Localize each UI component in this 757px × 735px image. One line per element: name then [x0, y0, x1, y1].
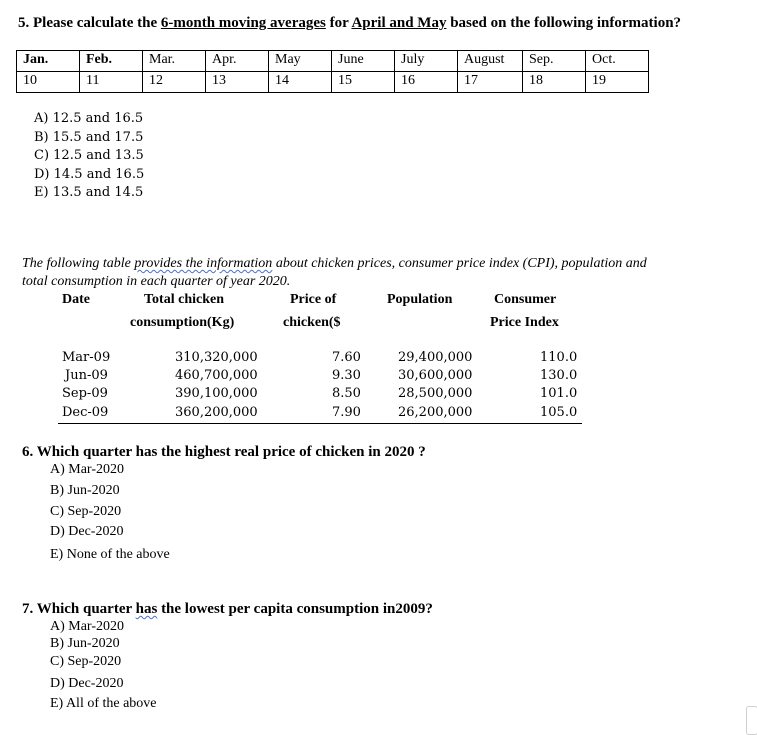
col-cpi-header-2: Price Index: [490, 315, 559, 330]
month-cell: Apr.: [206, 51, 269, 72]
row-price: 9.30: [332, 368, 361, 383]
intro-line-1: The following table provides the information about chicken prices, consumer price index (CPI), population and: [22, 256, 647, 271]
scrollbar-thumb[interactable]: [746, 706, 757, 735]
row-population: 28,500,000: [398, 386, 473, 401]
q6-option-a[interactable]: A) Mar-2020: [50, 462, 124, 477]
q5-options: [34, 110, 144, 203]
col-consumption-header-1: Total chicken: [144, 292, 224, 307]
month-table: [16, 50, 649, 93]
row-cpi: 101.0: [540, 386, 578, 401]
value-cell: 15: [332, 72, 395, 93]
row-cpi: 110.0: [540, 350, 578, 365]
q6-title: 6. Which quarter has the highest real price of chicken in 2020 ?: [22, 444, 426, 460]
q6-option-b[interactable]: B) Jun-2020: [50, 483, 120, 498]
q5-title: 5. Please calculate the 6-month moving averages for April and May based on the following information?: [18, 15, 682, 31]
row-population: 26,200,000: [398, 405, 473, 420]
row-consumption: 310,320,000: [175, 350, 258, 365]
row-date: Mar-09: [62, 350, 111, 365]
row-price: 7.90: [332, 405, 361, 420]
q7-spellcheck-word: has: [135, 601, 158, 617]
q5-option-e[interactable]: E) 13.5 and 14.5: [34, 185, 144, 200]
intro-line-2: total consumption in each quarter of year 2020.: [22, 274, 291, 289]
month-cell: June: [332, 51, 395, 72]
month-cell: May: [269, 51, 332, 72]
table-bottom-rule: [58, 423, 582, 424]
q7-option-d[interactable]: D) Dec-2020: [50, 676, 124, 691]
value-cell: 11: [80, 72, 143, 93]
q5-option-a[interactable]: A) 12.5 and 16.5: [34, 111, 144, 126]
row-consumption: 390,100,000: [175, 386, 258, 401]
value-cell: 17: [458, 72, 523, 93]
q7-option-b[interactable]: B) Jun-2020: [50, 636, 120, 651]
value-row: [17, 72, 649, 93]
q5-option-c[interactable]: C) 12.5 and 13.5: [34, 148, 144, 163]
value-cell: 12: [143, 72, 206, 93]
row-date: Jun-09: [65, 368, 108, 383]
col-price-header-2: chicken($: [283, 315, 341, 330]
q7-option-c[interactable]: C) Sep-2020: [50, 654, 122, 669]
value-cell: 19: [586, 72, 649, 93]
row-price: 8.50: [332, 386, 361, 401]
month-cell: July: [395, 51, 458, 72]
col-price-header-1: Price of: [290, 292, 337, 307]
value-cell: 16: [395, 72, 458, 93]
col-consumption-header-2: consumption(Kg): [130, 315, 235, 330]
row-consumption: 460,700,000: [175, 368, 258, 383]
row-date: Dec-09: [62, 405, 109, 420]
value-cell: 13: [206, 72, 269, 93]
q6-option-e[interactable]: E) None of the above: [50, 547, 170, 562]
month-cell: Mar.: [143, 51, 206, 72]
month-cell: Jan.: [17, 51, 80, 72]
month-cell: Oct.: [586, 51, 649, 72]
month-cell: August: [458, 51, 523, 72]
q6-option-c[interactable]: C) Sep-2020: [50, 504, 122, 519]
month-header-row: [17, 51, 649, 72]
row-cpi: 105.0: [540, 405, 578, 420]
q7-title: 7. Which quarter has the lowest per capita consumption in2009?: [22, 601, 433, 617]
value-cell: 14: [269, 72, 332, 93]
q5-underline-moving-averages: 6-month moving averages: [160, 15, 326, 31]
row-population: 29,400,000: [398, 350, 473, 365]
row-price: 7.60: [332, 350, 361, 365]
q7-option-e[interactable]: E) All of the above: [50, 696, 157, 711]
row-date: Sep-09: [62, 386, 108, 401]
row-consumption: 360,200,000: [175, 405, 258, 420]
q6-option-d[interactable]: D) Dec-2020: [50, 524, 124, 539]
q5-option-d[interactable]: D) 14.5 and 16.5: [34, 166, 145, 182]
col-date-header: Date: [62, 292, 90, 307]
row-cpi: 130.0: [540, 368, 578, 383]
q7-option-a[interactable]: A) Mar-2020: [50, 619, 124, 634]
intro-spellcheck-phrase: provides the information: [134, 256, 273, 271]
col-cpi-header-1: Consumer: [494, 292, 557, 307]
month-cell: Sep.: [523, 51, 586, 72]
month-cell: Feb.: [80, 51, 143, 72]
q5-underline-april-may: April and May: [351, 15, 447, 31]
row-population: 30,600,000: [398, 368, 473, 383]
q5-option-b[interactable]: B) 15.5 and 17.5: [34, 129, 144, 145]
value-cell: 18: [523, 72, 586, 93]
col-population-header: Population: [387, 292, 453, 307]
value-cell: 10: [17, 72, 80, 93]
